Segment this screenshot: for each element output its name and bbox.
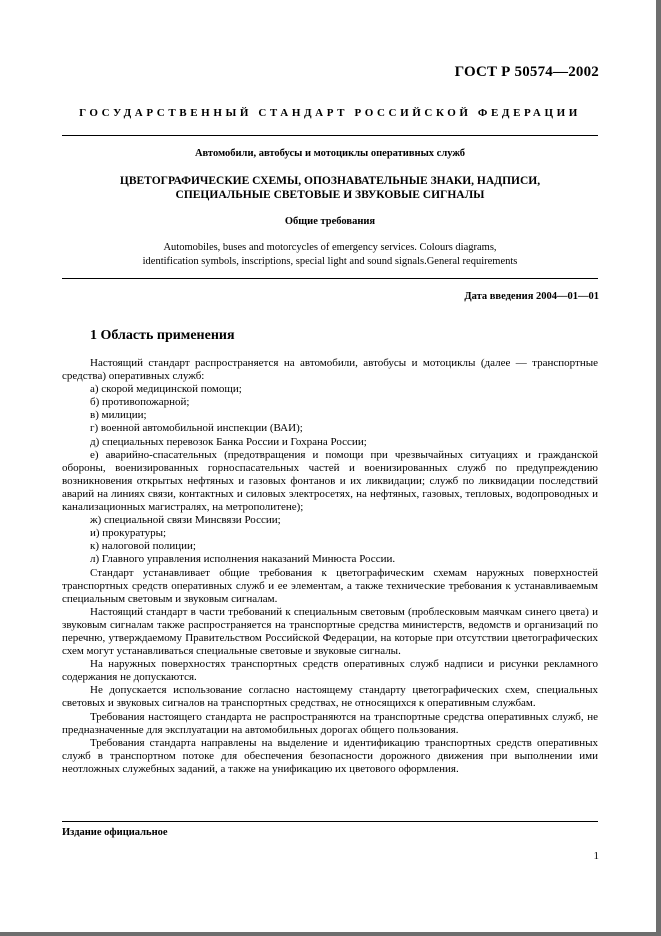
paragraph: Настоящий стандарт распространяется на автомобили, автобусы и мотоциклы (далее — транспортные средства) оперативных служб: xyxy=(62,357,598,383)
section-heading: 1 Область применения xyxy=(90,328,235,343)
list-item: б) противопожарной; xyxy=(90,396,190,409)
top-divider xyxy=(62,135,598,136)
page-edge-right xyxy=(656,0,661,936)
list-item: е) аварийно-спасательных (предотвращения и помощи при чрезвычайных ситуациях и гражданской обороны, военизированных горноспасательных частей и военизированных служб по предупреждению возникновения открытых нефтяных и газовых фонтанов и их ликвидации; служб по ликвидации последствий аварий на линиях связи, контактных и силовых электросетях, на нефтяных, газовых, тепловых, водопроводных и канализационных магистралях, на метрополитене); xyxy=(62,448,598,514)
page-edge-bottom xyxy=(0,932,661,936)
list-item: к) налоговой полиции; xyxy=(90,540,196,553)
title-line-1: ЦВЕТОГРАФИЧЕСКИЕ СХЕМЫ, ОПОЗНАВАТЕЛЬНЫЕ ЗНАКИ, НАДПИСИ, xyxy=(119,175,541,187)
document-title xyxy=(62,174,598,202)
paragraph: Стандарт устанавливает общие требования к цветографическим схемам наружных поверхностей транспортных средств оперативных служб и ее элементам, а также технические требования к устанавливаемым специальным световым и звуковым сигналам. xyxy=(62,566,598,605)
state-standard-heading: ГОСУДАРСТВЕННЫЙ СТАНДАРТ РОССИЙСКОЙ ФЕДЕРАЦИИ xyxy=(79,107,581,119)
edition-label: Издание официальное xyxy=(62,827,168,838)
paragraph: Настоящий стандарт в части требований к специальным световым (проблесковым маячкам синего цвета) и звуковым сигналам также распространяется на транспортные средства министерств, ведомств и организаций по перечню, утверждаемому Правительством Российской Федерации, на которые при отсутствии цветографических схем могут устанавливаться специальные световые и звуковые сигналы. xyxy=(62,605,598,658)
english-title-line-2: identification symbols, inscriptions, special light and sound signals.General requirements xyxy=(142,256,518,267)
paragraph: Не допускается использование согласно настоящему стандарту цветографических схем, специальных световых и звуковых сигналов на транспортных средствах, не относящихся к оперативным службам. xyxy=(62,684,598,710)
standard-number: ГОСТ Р 50574—2002 xyxy=(454,64,599,80)
list-item: а) скорой медицинской помощи; xyxy=(90,383,242,396)
introduction-date: Дата введения 2004—01—01 xyxy=(464,291,599,302)
title-line-2: СПЕЦИАЛЬНЫЕ СВЕТОВЫЕ И ЗВУКОВЫЕ СИГНАЛЫ xyxy=(175,189,485,201)
document-subject: Автомобили, автобусы и мотоциклы оперативных служб xyxy=(194,148,466,159)
english-title xyxy=(62,241,598,269)
page-number: 1 xyxy=(593,850,599,862)
list-item: г) военной автомобильной инспекции (ВАИ); xyxy=(90,422,303,435)
paragraph: На наружных поверхностях транспортных средств оперативных служб надписи и рисунки рекламного содержания не допускаются. xyxy=(62,658,598,684)
title-divider xyxy=(62,278,598,279)
list-item: и) прокуратуры; xyxy=(90,527,167,540)
paragraph: Требования настоящего стандарта не распространяются на транспортные средства оперативных служб, не предназначенные для эксплуатации на автомобильных дорогах общего пользования. xyxy=(62,710,598,736)
paragraph: Требования стандарта направлены на выделение и идентификацию транспортных средств оперативных служб в транспортном потоке для обеспечения безопасности дорожного движения при выполнении ими неотложных служебных заданий, а также на унификацию их цветового оформления. xyxy=(62,736,598,775)
list-item: д) специальных перевозок Банка России и Гохрана России; xyxy=(90,435,367,448)
english-title-line-1: Automobiles, buses and motorcycles of emergency services. Colours diagrams, xyxy=(163,242,497,253)
footer-divider xyxy=(62,821,598,822)
list-item: в) милиции; xyxy=(90,409,147,422)
list-item: ж) специальной связи Минсвязи России; xyxy=(90,514,281,527)
section-body xyxy=(62,357,598,776)
document-subtitle: Общие требования xyxy=(284,216,376,227)
list-item: л) Главного управления исполнения наказаний Минюста России. xyxy=(90,553,396,566)
